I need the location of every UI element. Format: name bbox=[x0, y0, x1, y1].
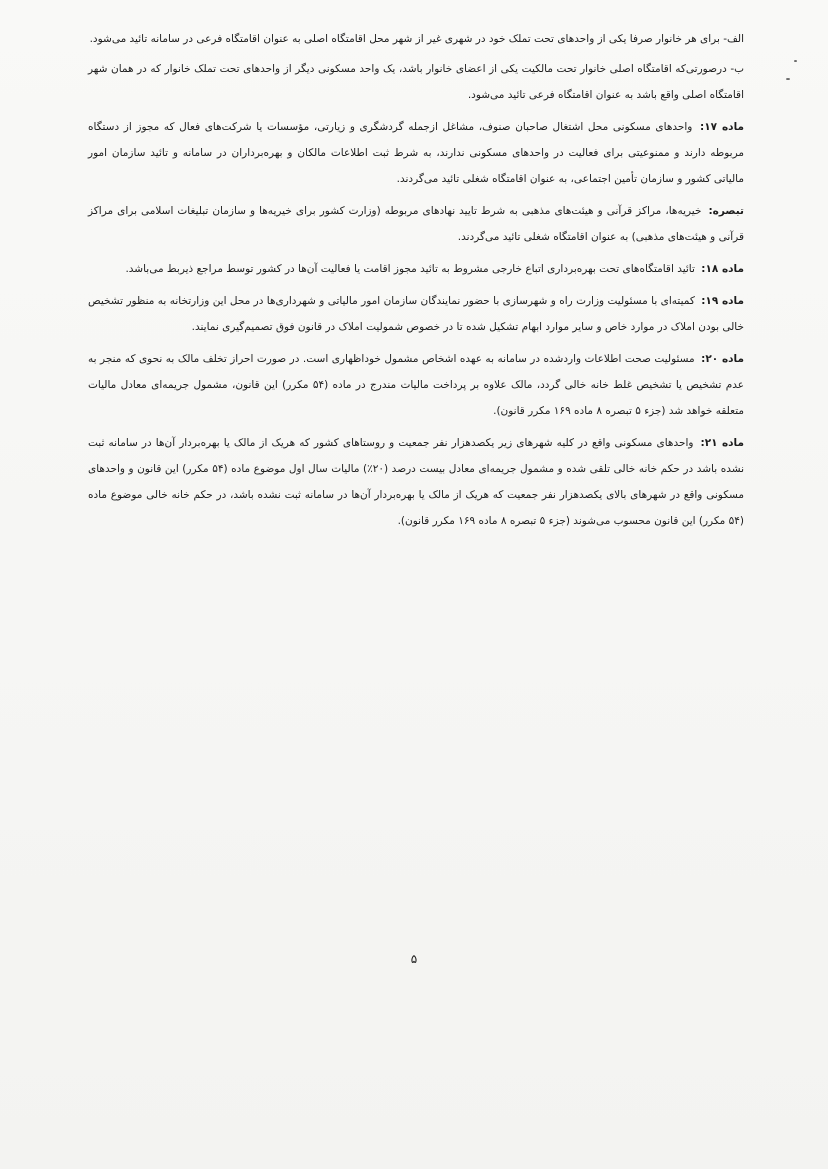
clause-alef bbox=[88, 26, 744, 52]
note-heading: تبصره: bbox=[708, 205, 744, 217]
article-17-heading: ماده ۱۷: bbox=[700, 121, 745, 133]
document-body bbox=[88, 26, 744, 540]
article-21-heading: ماده ۲۱: bbox=[700, 437, 744, 449]
article-18 bbox=[88, 256, 744, 282]
article-18-text: تائید اقامتگاه‌های تحت بهره‌برداری اتباع خارجی مشروط به تائید مجوز اقامت یا فعالیت آن‌ها در کشور توسط مراجع ذیربط می‌باشد. bbox=[125, 263, 695, 275]
article-17-text: واحدهای مسکونی محل اشتغال صاحبان صنوف، مشاغل ازجمله گردشگری و زیارتی، مؤسسات یا شرکت‌های فعال که مجوز از دستگاه مربوطه دارند و ممنوعیتی برای فعالیت در واحدهای مسکونی ندارند، به شرط ثبت اطلاعات مالکان و بهره‌برداران در سامانه و تائید سازمان امور مالیاتی کشور و سازمان تأمین اجتماعی، به عنوان اقامتگاه شغلی تائید می‌گردند. bbox=[88, 121, 744, 185]
article-21-text: واحدهای مسکونی واقع در کلیه شهرهای زیر یکصدهزار نفر جمعیت و روستاهای کشور که هریک از مالک یا بهره‌بردار آن‌ها در سامانه ثبت نشده باشد در حکم خانه خالی تلقی شده و مشمول جریمه‌ای معادل بیست درصد (۲۰٪) مالیات سال اول موضوع ماده (۵۴ مکرر) این قانون و واحدهای مسکونی واقع در شهرهای بالای یکصدهزار نفر جمعیت که هریک از مالک یا بهره‌بردار آن‌ها در سامانه ثبت نشده باشد، در حکم خانه خالی موضوع ماده (۵۴ مکرر) این قانون محسوب می‌شوند (جزء ۵ تبصره ۸ ماده ۱۶۹ مکرر قانون). bbox=[88, 437, 744, 527]
scan-speck-mark bbox=[786, 78, 790, 80]
page-number: ۵ bbox=[410, 952, 418, 966]
article-19-text: کمیته‌ای با مسئولیت وزارت راه و شهرسازی با حضور نمایندگان سازمان امور مالیاتی و شهرداری‌ها در محل این وزارتخانه به منظور تشخیص خالی بودن املاک در موارد خاص و سایر موارد ابهام تشکیل شده تا در خصوص شمولیت املاک در قانون فوق تصمیم‌گیری نمایند. bbox=[88, 295, 744, 333]
article-18-heading: ماده ۱۸: bbox=[701, 263, 744, 275]
clause-be-text: ب- درصورتی‌که اقامتگاه اصلی خانوار تحت مالکیت یکی از اعضای خانوار باشد، یک واحد مسکونی دیگر از واحدهای تحت تملک خانوار که در همان شهر اقامتگاه اصلی واقع باشد به عنوان اقامتگاه فرعی تائید می‌شود. bbox=[88, 63, 744, 101]
note-tabsareh bbox=[88, 198, 744, 250]
article-20-heading: ماده ۲۰: bbox=[701, 353, 744, 365]
article-17 bbox=[88, 114, 744, 192]
article-20 bbox=[88, 346, 744, 424]
clause-be bbox=[88, 56, 744, 108]
article-21 bbox=[88, 430, 744, 534]
note-text: خیریه‌ها، مراکز قرآنی و هیئت‌های مذهبی به شرط تایید نهادهای مربوطه (وزارت کشور برای خیریه‌ها و سازمان تبلیغات اسلامی برای مراکز قرآنی و هیئت‌های مذهبی) به عنوان اقامتگاه شغلی تائید می‌گردند. bbox=[88, 205, 744, 243]
article-20-text: مسئولیت صحت اطلاعات واردشده در سامانه به عهده اشخاص مشمول خوداظهاری است. در صورت احراز تخلف مالک به نحوی که منجر به عدم تشخیص یا تشخیص غلط خانه خالی گردد، مالک علاوه بر پرداخت مالیات مندرج در ماده (۵۴ مکرر) این قانون، مشمول جریمه‌ای معادل مالیات متعلقه خواهد شد (جزء ۵ تبصره ۸ ماده ۱۶۹ مکرر قانون). bbox=[88, 353, 745, 417]
clause-alef-text: الف- برای هر خانوار صرفا یکی از واحدهای تحت تملک خود در شهری غیر از شهر محل اقامتگاه اصلی به عنوان اقامتگاه فرعی در سامانه تائید می‌شود. bbox=[89, 33, 744, 45]
article-19 bbox=[88, 288, 744, 340]
article-19-heading: ماده ۱۹: bbox=[701, 295, 744, 307]
scan-speck-mark bbox=[794, 60, 797, 62]
